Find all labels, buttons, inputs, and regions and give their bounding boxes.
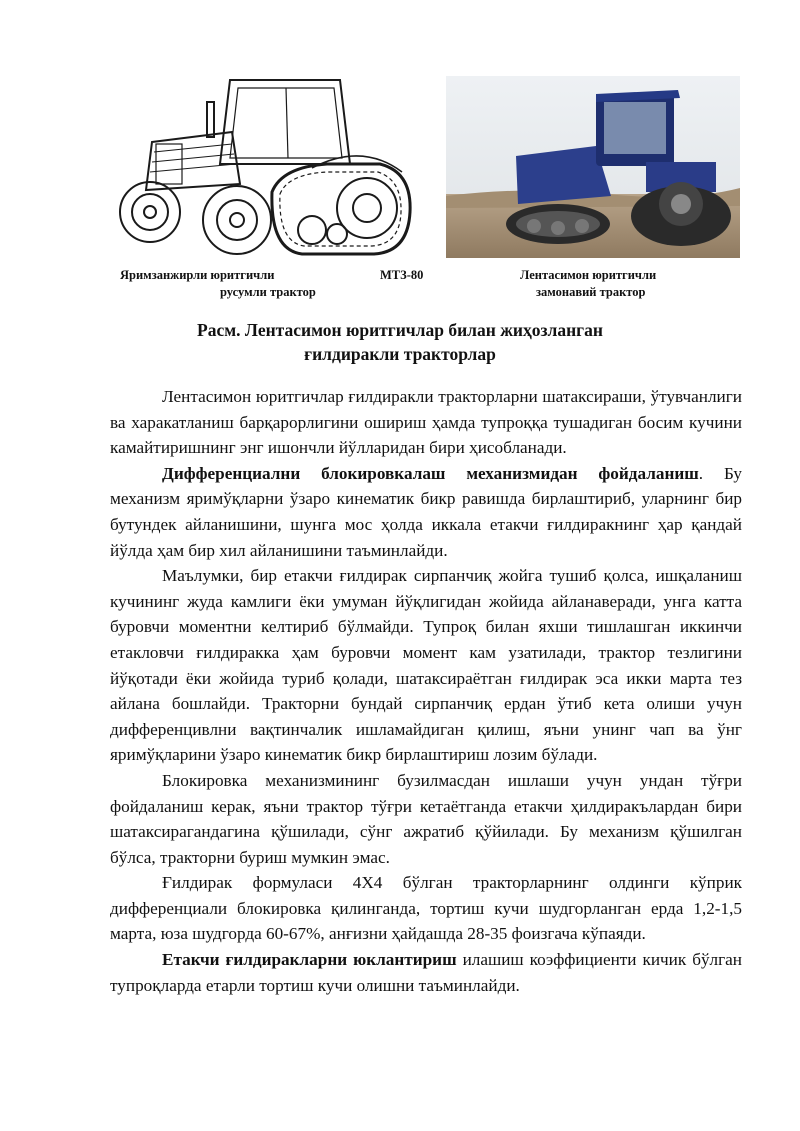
paragraph-2: [110, 461, 742, 563]
center-caption: МТЗ-80: [380, 268, 424, 282]
paragraph-2-text: . Бу механизм яримўқларни ўзаро кинематик бикр равишда бирлаштириб, уларнинг бир бутундек айланишини, шунга мос ҳолда иккала етакчи ғилдиракнинг ҳар қандай йўлда ҳам бир хил айланишини таъминлайди.: [110, 463, 742, 560]
paragraph-6: [110, 947, 742, 998]
left-caption-line1: Яримзанжирли юритгичли: [120, 268, 275, 282]
left-caption-line2: русумли трактор: [220, 285, 316, 299]
right-caption-line1: Лентасимон юритгичли: [520, 268, 657, 282]
paragraph-4: Блокировка механизмининг бузилмасдан ишлаши учун ундан тўғри фойдаланиш керак, яъни трактор тўғри кетаётганда етакчи ҳилдиракълардан бири шатаксирагандагина қўшилади, сўнг ажратиб қўйилади. Бу механизм қўшилган бўлса, тракторни буриш мумкин эмас.: [110, 770, 742, 867]
tractor-line-drawing: [112, 72, 417, 262]
paragraph-5: Ғилдирак формуласи 4Х4 бўлган тракторларнинг олдинги кўприк дифференциали блокировка қилинганда, тортиш кучи шудгорланган ерда 1,2-1,5 марта, юза шудгорда 60-67%, анғизни ҳайдашда 28-35 фоизгача кўпаяди.: [110, 873, 742, 944]
body-text: [110, 384, 742, 998]
modern-tractor-photo: [446, 76, 740, 258]
paragraph-3: Маълумки, бир етакчи ғилдирак сирпанчиқ жойга тушиб қолса, ишқаланиш кучининг жуда камлиги ёки умуман йўқлигидан жойида айланаверади, унга катта буровчи моментни келтириб бўлмайди. Тупроқ билан яхши тишлашган иккинчи етакловчи ғилдиракка ҳам буровчи момент кам узатилади, трактор тезлигини йўқотади ёки жойида туриб қолади, шатаксираётган ғилдирак эса икки марта тез айлана бошлайди. Тракторни бундай сирпанчиқ ердан ўтиб кета олиши учун дифференцивлни вақтинчалик ишламайдиган қилиш, яъни унинг чап ва ўнг яримўқларини ўзаро кинематик бикр бирлаштириш лозим бўлади.: [110, 566, 742, 765]
right-caption-line2: замонавий трактор: [536, 285, 646, 299]
paragraph-1: Лентасимон юритгичлар ғилдиракли тракторларни шатаксираши, ўтувчанлиги ва харакатланиш барқарорлигини ошириш ҳамда тупроққа тушадиган босим кучини камайтиришнинг энг ишончли йўлларидан бири ҳисобланади.: [110, 387, 742, 458]
paragraph-6-bold: Етакчи ғилдиракларни юклантириш: [162, 950, 457, 970]
figures-area: [0, 0, 800, 299]
figure-title-line2: ғилдиракли тракторлар: [304, 344, 496, 364]
paragraph-2-bold: Дифференциални блокировкалаш механизмидан фойдаланиш: [162, 463, 699, 483]
paragraph-6-text: илашиш коэффициенти кичик бўлган тупроқларда етарли тортиш кучи олишни таъминлайди.: [110, 950, 742, 995]
figure-title-line1: Расм. Лентасимон юритгичлар билан жиҳозланган: [197, 320, 603, 340]
